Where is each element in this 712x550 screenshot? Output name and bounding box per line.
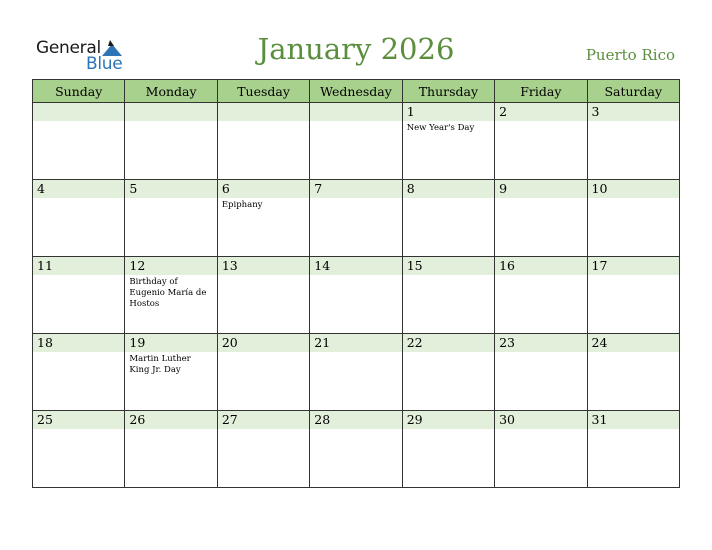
calendar-grid (32, 79, 680, 488)
day-number: 31 (588, 411, 679, 429)
weekday-header: Saturday (587, 80, 679, 103)
week-row (33, 180, 680, 257)
day-number: 3 (588, 103, 679, 121)
week-row (33, 103, 680, 180)
day-number: 9 (495, 180, 586, 198)
day-number (125, 103, 216, 121)
weekday-header: Thursday (402, 80, 494, 103)
day-cell (310, 180, 402, 257)
weekday-header: Friday (495, 80, 587, 103)
calendar-title: January 2026 (257, 32, 455, 66)
day-number (310, 103, 401, 121)
day-cell (495, 103, 587, 180)
day-cell (495, 257, 587, 334)
day-number: 20 (218, 334, 309, 352)
day-number: 27 (218, 411, 309, 429)
day-number: 25 (33, 411, 124, 429)
day-cell (310, 103, 402, 180)
day-number: 12 (125, 257, 216, 275)
day-number: 16 (495, 257, 586, 275)
holiday-label: Martin Luther King Jr. Day (129, 354, 191, 375)
day-cell (33, 334, 125, 411)
day-cell (33, 411, 125, 488)
day-cell (33, 180, 125, 257)
day-cell (402, 180, 494, 257)
logo-text-general: General (36, 38, 101, 58)
day-cell (587, 257, 679, 334)
day-cell (495, 411, 587, 488)
week-row (33, 334, 680, 411)
day-cell (310, 334, 402, 411)
day-number: 2 (495, 103, 586, 121)
weekday-header: Tuesday (217, 80, 309, 103)
day-cell (217, 257, 309, 334)
day-cell (125, 103, 217, 180)
day-number: 1 (403, 103, 494, 121)
day-number: 21 (310, 334, 401, 352)
holiday-label: New Year's Day (406, 123, 475, 133)
weekday-header-row (33, 80, 680, 103)
logo-text-blue: Blue (86, 54, 123, 74)
day-cell (587, 334, 679, 411)
holiday-label: Epiphany (221, 200, 263, 210)
weekday-header: Wednesday (310, 80, 402, 103)
day-cell (33, 103, 125, 180)
day-number: 11 (33, 257, 124, 275)
day-number: 19 (125, 334, 216, 352)
holiday-label: Birthday of Eugenio María de Hostos (129, 277, 207, 309)
day-cell (217, 103, 309, 180)
day-cell (125, 180, 217, 257)
day-number: 14 (310, 257, 401, 275)
day-number: 10 (588, 180, 679, 198)
day-cell (125, 334, 217, 411)
day-cell (495, 334, 587, 411)
day-number: 5 (125, 180, 216, 198)
day-number: 28 (310, 411, 401, 429)
day-cell (587, 103, 679, 180)
day-cell (402, 103, 494, 180)
week-row (33, 257, 680, 334)
day-cell (217, 180, 309, 257)
day-cell (125, 257, 217, 334)
day-cell (495, 180, 587, 257)
day-cell (402, 334, 494, 411)
day-number: 18 (33, 334, 124, 352)
day-number: 23 (495, 334, 586, 352)
day-cell (310, 411, 402, 488)
day-number: 17 (588, 257, 679, 275)
day-number (218, 103, 309, 121)
day-number: 22 (403, 334, 494, 352)
day-number: 6 (218, 180, 309, 198)
day-number: 30 (495, 411, 586, 429)
day-cell (217, 411, 309, 488)
day-number: 15 (403, 257, 494, 275)
day-cell (402, 257, 494, 334)
day-cell (125, 411, 217, 488)
weekday-header: Monday (125, 80, 217, 103)
week-row (33, 411, 680, 488)
day-number: 4 (33, 180, 124, 198)
day-number (33, 103, 124, 121)
day-cell (217, 334, 309, 411)
weekday-header: Sunday (33, 80, 125, 103)
day-cell (33, 257, 125, 334)
day-cell (587, 180, 679, 257)
day-cell (587, 411, 679, 488)
day-number: 24 (588, 334, 679, 352)
day-number: 13 (218, 257, 309, 275)
day-number: 29 (403, 411, 494, 429)
day-number: 8 (403, 180, 494, 198)
region-label: Puerto Rico (585, 46, 675, 64)
day-number: 26 (125, 411, 216, 429)
day-cell (402, 411, 494, 488)
day-number: 7 (310, 180, 401, 198)
day-cell (310, 257, 402, 334)
